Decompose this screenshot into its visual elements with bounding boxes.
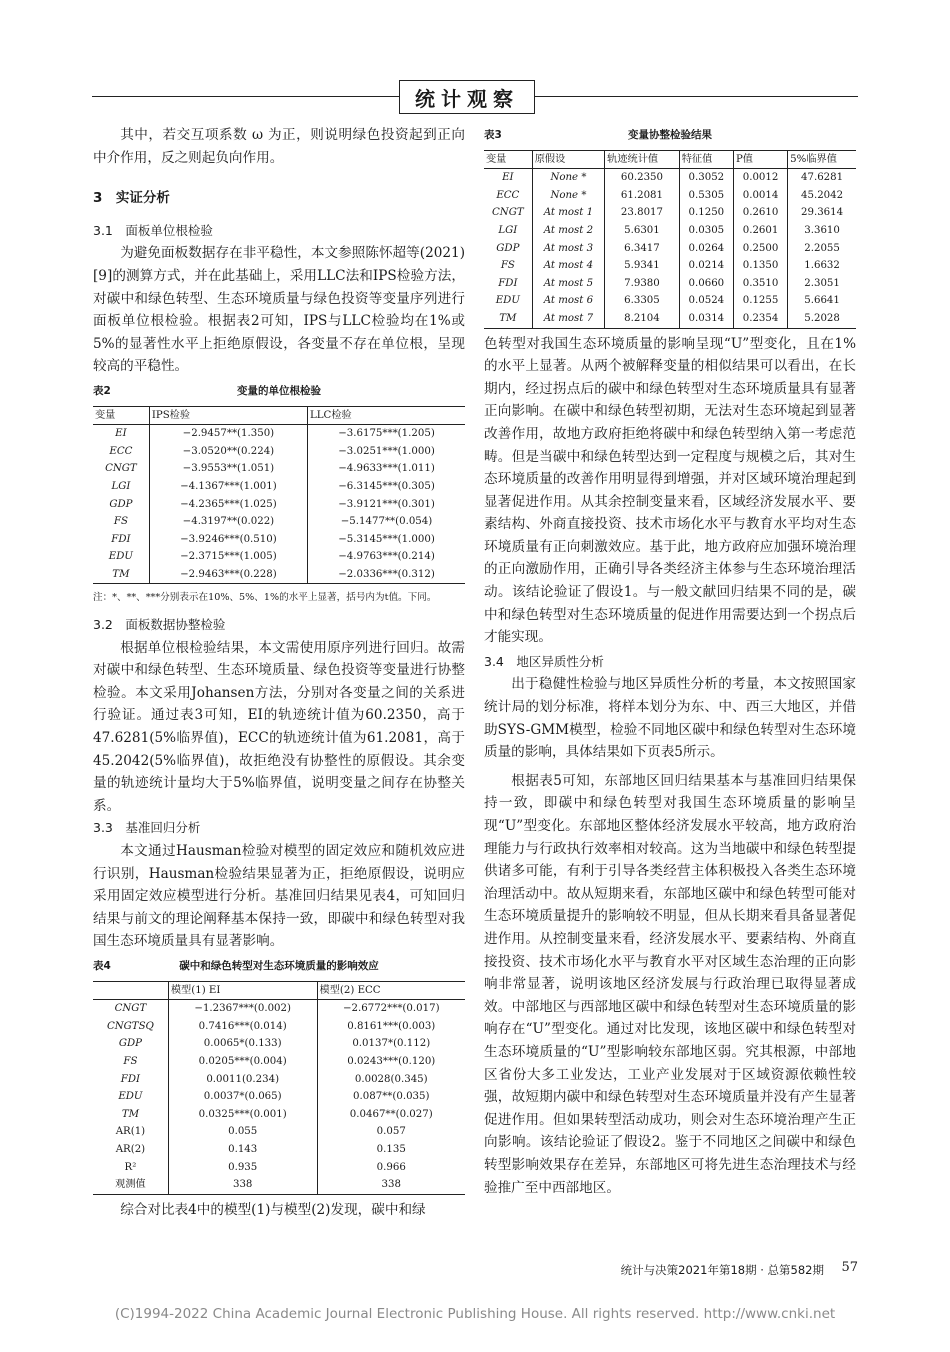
table-2-title: 变量的单位根检验	[237, 384, 321, 397]
table-cell: EDU	[118, 1091, 143, 1103]
table-cell: 0.0037*(0.065)	[168, 1088, 317, 1106]
table-cell: 0.0325***(0.001)	[168, 1106, 317, 1124]
section-3-3-heading: 3.3 基准回归分析	[93, 820, 201, 836]
table-cell: 0.2610	[733, 204, 787, 222]
table-row	[484, 187, 856, 205]
table-cell: FS	[113, 516, 128, 528]
table-row	[484, 292, 856, 310]
table-row	[93, 1106, 465, 1124]
table-2-grid	[93, 406, 465, 585]
table-cell: GDP	[118, 1038, 143, 1050]
table-cell: −3.0251***(1.000)	[308, 443, 465, 461]
table-cell: At most 5	[532, 275, 604, 293]
continued-paragraph: 色转型对我国生态环境质量的影响呈现“U”型变化，且在1%的水平上显著。从两个被解释变量的相似结果可以看出，在长期内，经过拐点后的碳中和绿色转型对生态环境质量具有显著正向影响。在碳中和绿色转型初期，无法对生态环境起到显著改善作用，故地方政府拒绝将碳中和绿色转型纳入第一考虑范畴。但是当碳中和绿色转型达到一定程度与规模之后，其对生态环境质量的改善作用明显得到增强，并对区域环境治理起到显著促进作用。从其余控制变量来看，区域经济发展水平、要素结构、外商直接投资、技术市场化水平与教育水平均对生态环境质量有正向刺激效应。基于此，地方政府应加强环境治理的正向激励作用，正确引导各类经济主体参与生态环境治理活动。该结论验证了假设1。与一般文献回归结果不同的是，碳中和绿色转型对生态环境质量的促进作用需要达到一个拐点后才能实现。	[484, 335, 856, 646]
table-cell: 338	[317, 1176, 465, 1194]
table-cell: 5.6641	[788, 292, 856, 310]
table-cell: ECC	[496, 189, 520, 201]
table-cell: 61.2081	[605, 187, 680, 205]
table-cell: 0.0660	[679, 275, 733, 293]
table-cell: 0.1255	[733, 292, 787, 310]
table-row	[93, 1123, 465, 1141]
table-row	[93, 1053, 465, 1071]
table-cell: LGI	[498, 224, 518, 236]
table-cell: 0.0524	[679, 292, 733, 310]
table-cell: FS	[500, 260, 515, 272]
table-cell: CNGTSQ	[106, 1020, 154, 1032]
right-column	[484, 124, 856, 1199]
table-cell: FS	[123, 1055, 138, 1067]
table-cell: EI	[115, 428, 127, 440]
table-cell: 0.0011(0.234)	[168, 1071, 317, 1089]
table-row	[93, 496, 465, 514]
section-3-1-heading: 3.1 面板单位根检验	[93, 222, 213, 238]
table-cell: 0.0214	[679, 257, 733, 275]
table-cell: 0.0065*(0.133)	[168, 1035, 317, 1053]
table-cell: FDI	[111, 533, 131, 545]
table-cell: −5.3145***(1.000)	[308, 531, 465, 549]
table-cell: −3.6175***(1.205)	[308, 425, 465, 443]
table-cell: None *	[532, 187, 604, 205]
table-cell: −2.0336***(0.312)	[308, 566, 465, 584]
table-cell: 0.0264	[679, 240, 733, 258]
table-cell: 47.6281	[788, 169, 856, 187]
table-cell: −3.0520**(0.224)	[149, 443, 307, 461]
table-cell: GDP	[109, 498, 133, 510]
table-cell: 0.0243***(0.120)	[317, 1053, 465, 1071]
table-cell: 6.3417	[605, 240, 680, 258]
table-cell: 0.087**(0.035)	[317, 1088, 465, 1106]
table-cell: −4.9763***(0.214)	[308, 548, 465, 566]
table-cell: CNGT	[105, 463, 137, 475]
table-cell: −2.3715***(1.005)	[149, 548, 307, 566]
table-cell: GDP	[496, 242, 520, 254]
table-3-title: 变量协整检验结果	[628, 129, 712, 141]
column-title: 统计观察	[399, 80, 535, 114]
table-row	[484, 204, 856, 222]
intro-paragraph: 其中，若交互项系数 ω 为正，则说明绿色投资起到正向中介作用，反之则起负向作用。	[93, 127, 465, 166]
section-3-2-heading: 3.2 面板数据协整检验	[93, 617, 226, 633]
table-cell: 29.3614	[788, 204, 856, 222]
section-3-1-paragraph: 为避免面板数据存在非平稳性，本文参照陈怀超等(2021)[9]的测算方式，并在此基础上，采用LLC法和IPS检验方法，对碳中和绿色转型、生态环境质量与绿色投资等变量序列进行面板单位根检验。根据表2可知，IPS与LLC检验均在1%或5%的显著性水平上拒绝原假设，各变量不存在单位根，呈现较高的平稳性。	[93, 245, 465, 375]
table-cell: 2.2055	[788, 240, 856, 258]
table-cell: 0.055	[168, 1123, 317, 1141]
section-3-3-paragraph: 本文通过Hausman检验对模型的固定效应和随机效应进行识别，Hausman检验结果显著为正，拒绝原假设，说明应采用固定效应模型进行分析。基准回归结果见表4，可知回归结果与前文的理论阐释基本保持一致，即碳中和绿色转型对我国生态环境质量具有显著影响。	[93, 843, 465, 950]
table2-header-cell: IPS检验	[149, 406, 307, 425]
table2-header-cell: 变量	[93, 406, 149, 425]
table-cell: 0.2500	[733, 240, 787, 258]
table-row	[93, 443, 465, 461]
table-cell: 0.0314	[679, 310, 733, 328]
table4-header-cell	[93, 981, 168, 1000]
table-cell: 0.0467**(0.027)	[317, 1106, 465, 1124]
table-cell: −2.9463***(0.228)	[149, 566, 307, 584]
table-row	[93, 1035, 465, 1053]
table-2-note: 注：*、**、***分别表示在10%、5%、1%的水平上显著，括号内为t值。下同。	[93, 592, 437, 604]
table-row	[93, 478, 465, 496]
table-cell: LGI	[111, 480, 131, 492]
table3-header-cell: 原假设	[532, 150, 604, 169]
table-cell: −3.9121***(0.301)	[308, 496, 465, 514]
table-cell: At most 1	[532, 204, 604, 222]
table3-header-cell: 变量	[484, 150, 532, 169]
table-cell: 2.3051	[788, 275, 856, 293]
table-cell: 1.6632	[788, 257, 856, 275]
table3-header-cell: P值	[733, 150, 787, 169]
table-3-caption: 表3 变量协整检验结果	[484, 124, 856, 147]
table-cell: −3.9553**(1.051)	[149, 460, 307, 478]
table-row	[93, 566, 465, 584]
table-row	[93, 513, 465, 531]
table-cell: EDU	[495, 295, 520, 307]
table-cell: −4.2365***(1.025)	[149, 496, 307, 514]
table-cell: EI	[502, 172, 514, 184]
table2-header-cell: LLC检验	[308, 406, 465, 425]
section-3-4-paragraph-1: 出于稳健性检验与地区异质性分析的考量，本文按照国家统计局的划分标准，将样本划分为东、中、西三大地区，并借助SYS-GMM模型，检验不同地区碳中和绿色转型对生态环境质量的影响，具体结果如下页表5所示。	[484, 676, 856, 761]
table-cell: −6.3145***(0.305)	[308, 478, 465, 496]
table-cell: 0.0012	[733, 169, 787, 187]
table-cell: 0.2354	[733, 310, 787, 328]
table-cell: 45.2042	[788, 187, 856, 205]
table-cell: 0.1350	[733, 257, 787, 275]
table-cell: FDI	[120, 1073, 141, 1085]
table3-header-cell: 特征值	[679, 150, 733, 169]
table-row	[93, 425, 465, 443]
table-cell: At most 3	[532, 240, 604, 258]
table-cell: At most 4	[532, 257, 604, 275]
table-row	[93, 1018, 465, 1036]
table-cell: CNGT	[492, 207, 524, 219]
table-cell: 0.5305	[679, 187, 733, 205]
table-cell: At most 6	[532, 292, 604, 310]
table-cell: 0.966	[317, 1159, 465, 1177]
table-row	[93, 460, 465, 478]
table-4-followup-paragraph: 综合对比表4中的模型(1)与模型(2)发现，碳中和绿	[120, 1201, 426, 1218]
table-cell: 5.6301	[605, 222, 680, 240]
copyright-line: (C)1994-2022 China Academic Journal Electronic Publishing House. All rights reserved. http://www.cnki.net	[114, 1306, 836, 1322]
section-3-4-heading: 3.4 地区异质性分析	[484, 653, 604, 669]
table-3	[484, 124, 856, 329]
table-row	[93, 1088, 465, 1106]
table-row	[484, 310, 856, 328]
table-cell: 7.9380	[605, 275, 680, 293]
table-cell: 0.057	[317, 1123, 465, 1141]
table-cell: 0.135	[317, 1141, 465, 1159]
table-row	[484, 257, 856, 275]
table-row	[484, 240, 856, 258]
table-row	[484, 275, 856, 293]
table-row	[93, 1159, 465, 1177]
left-column	[93, 124, 465, 1221]
table-cell: 0.935	[168, 1159, 317, 1177]
journal-footer: 统计与决策2021年第18期 · 总第582期	[620, 1263, 824, 1277]
table-row	[93, 1000, 465, 1018]
table3-header-cell: 5%临界值	[788, 150, 856, 169]
table-cell: −4.9633***(1.011)	[308, 460, 465, 478]
table-cell: 0.3052	[679, 169, 733, 187]
table-cell: 0.3510	[733, 275, 787, 293]
page-number: 57	[841, 1260, 858, 1275]
table-cell: 0.8161***(0.003)	[317, 1018, 465, 1036]
table-cell: 0.143	[168, 1141, 317, 1159]
table-row	[93, 1071, 465, 1089]
table-row	[93, 1176, 465, 1194]
table-cell: −3.9246***(0.510)	[149, 531, 307, 549]
table-cell: 0.0205***(0.004)	[168, 1053, 317, 1071]
table-cell: 8.2104	[605, 310, 680, 328]
table-row	[93, 1141, 465, 1159]
table-cell: 23.8017	[605, 204, 680, 222]
table-cell: 0.0014	[733, 187, 787, 205]
table4-header-cell: 模型(2) ECC	[317, 981, 465, 1000]
table-cell: 5.9341	[605, 257, 680, 275]
table-row	[484, 222, 856, 240]
table-cell: −1.2367***(0.002)	[168, 1000, 317, 1018]
table-cell: None *	[532, 169, 604, 187]
table-cell: 0.1250	[679, 204, 733, 222]
table-cell: −4.1367***(1.001)	[149, 478, 307, 496]
table-2-caption: 表2 变量的单位根检验	[93, 380, 465, 403]
table-cell: 6.3305	[605, 292, 680, 310]
table-cell: 0.0028(0.345)	[317, 1071, 465, 1089]
table-4-title: 碳中和绿色转型对生态环境质量的影响效应	[179, 959, 379, 972]
table-cell: R²	[124, 1161, 137, 1173]
section-3-heading: 3 实证分析	[93, 190, 170, 207]
table-4	[93, 955, 465, 1195]
table-cell: 观测值	[93, 1176, 168, 1194]
table-cell: 338	[168, 1176, 317, 1194]
table-4-caption: 表4 碳中和绿色转型对生态环境质量的影响效应	[93, 955, 465, 978]
table-cell: CNGT	[114, 1003, 147, 1015]
table-cell: −2.6772***(0.017)	[317, 1000, 465, 1018]
table-cell: 0.0305	[679, 222, 733, 240]
table-cell: 0.2601	[733, 222, 787, 240]
table-cell: AR(1)	[115, 1126, 146, 1138]
table-cell: At most 7	[532, 310, 604, 328]
section-3-4-paragraph-2: 根据表5可知，东部地区回归结果基本与基准回归结果保持一致，即碳中和绿色转型对我国生态环境质量的影响呈现“U”型变化。东部地区整体经济发展水平较高，地方政府治理能力与行政执行效率相对较高。这为当地碳中和绿色转型提供诸多可能，有利于引导各类经营主体积极投入各类生态环境治理活动中。故从短期来看，东部地区碳中和绿色转型可能对生态环境质量提升的影响较不明显，但从长期来看具备显著促进作用。从控制变量来看，经济发展水平、要素结构、外商直接投资、技术市场化水平与教育水平对区域生态治理的正向影响非常显著，说明该地区经济发展与行政治理已取得显著成效。中部地区与西部地区碳中和绿色转型对生态环境质量的影响存在“U”型变化。通过对比发现，该地区碳中和绿色转型对生态环境质量的“U”型影响较东部地区弱。究其根源，中部地区省份大多工业发达，工业产业发展对于区域资源依赖性较强，故短期内碳中和绿色转型对生态环境质量并没有产生显著促进作用。但如果转型活动成功，则会对生态环境治理产生正向影响。该结论验证了假设2。鉴于不同地区之间碳中和绿色转型影响效果存在差异，东部地区可将先进生态治理技术与经验推广至中西部地区。	[484, 772, 856, 1196]
table-cell: FDI	[498, 277, 518, 289]
table-cell: TM	[93, 566, 149, 584]
table-cell: 5.2028	[788, 310, 856, 328]
table-cell: −2.9457**(1.350)	[149, 425, 307, 443]
table-cell: AR(2)	[115, 1143, 146, 1155]
table-3-grid	[484, 150, 856, 329]
table-cell: −5.1477**(0.054)	[308, 513, 465, 531]
table-4-grid	[93, 981, 465, 1195]
table-cell: TM	[121, 1108, 140, 1120]
table-cell: EDU	[108, 551, 133, 563]
table-cell: TM	[484, 310, 532, 328]
table-row	[93, 548, 465, 566]
table-cell: 60.2350	[605, 169, 680, 187]
table-2	[93, 380, 465, 610]
table-cell: At most 2	[532, 222, 604, 240]
table-cell: 0.7416***(0.014)	[168, 1018, 317, 1036]
section-3-2-paragraph: 根据单位根检验结果，本文需使用原序列进行回归。故需对碳中和绿色转型、生态环境质量、绿色投资等变量进行协整检验。本文采用Johansen方法，分别对各变量之间的关系进行验证。通过表3可知，EI的轨迹统计值为60.2350，高于47.6281(5%临界值)，ECC的轨迹统计值为61.2081，高于45.2042(5%临界值)，故拒绝没有协整性的原假设。其余变量的轨迹统计量均大于5%临界值，说明变量之间存在协整关系。	[93, 639, 465, 814]
table-row	[93, 531, 465, 549]
table-cell: −4.3197**(0.022)	[149, 513, 307, 531]
table-cell: 3.3610	[788, 222, 856, 240]
table3-header-cell: 轨迹统计值	[605, 150, 680, 169]
table-row	[484, 169, 856, 187]
table4-header-cell: 模型(1) EI	[168, 981, 317, 1000]
table-cell: 0.0137*(0.112)	[317, 1035, 465, 1053]
table-cell: ECC	[109, 445, 133, 457]
